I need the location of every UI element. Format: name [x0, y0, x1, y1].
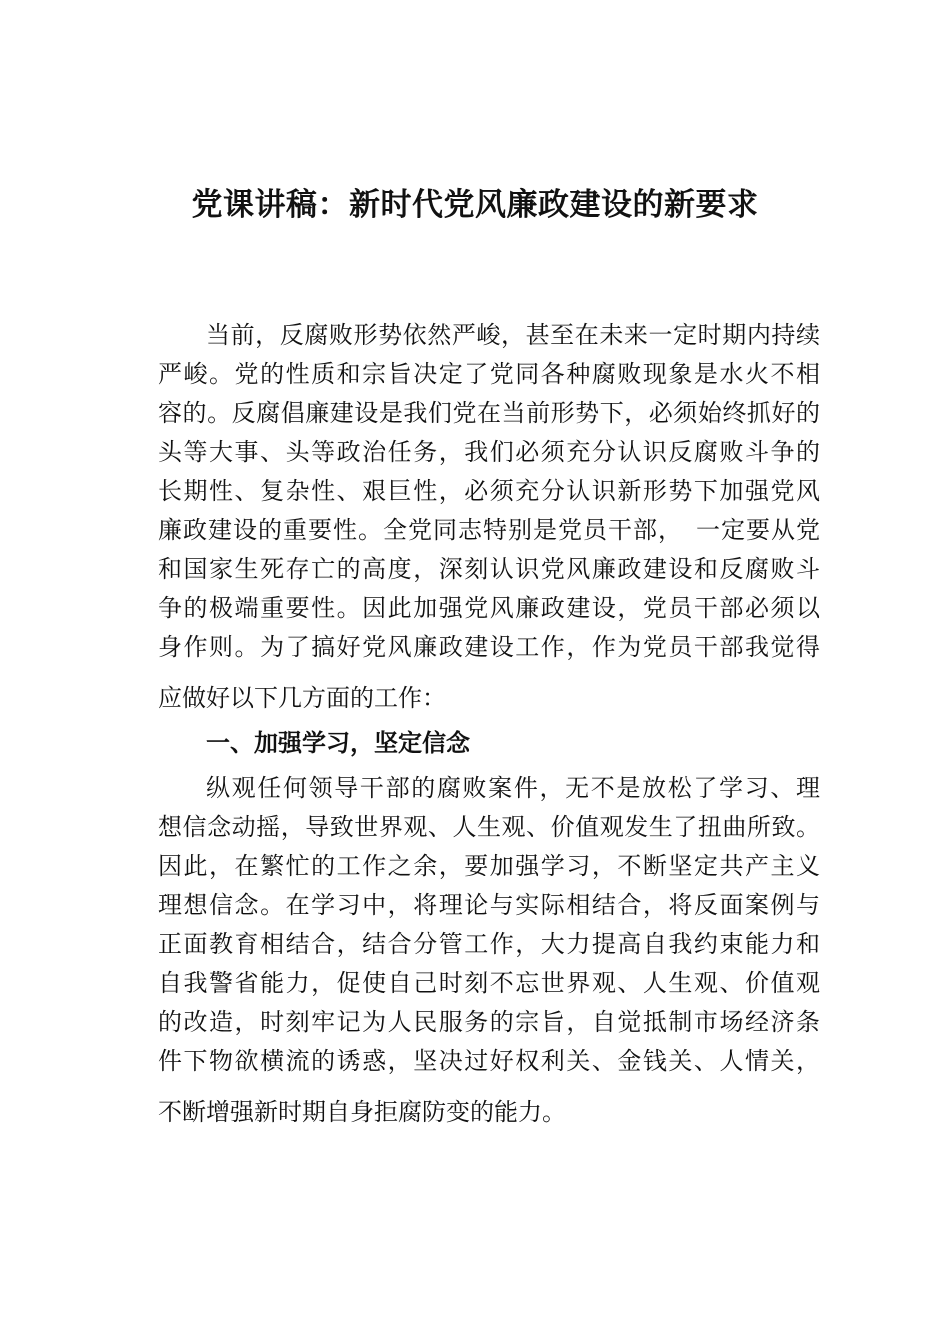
paragraph-line: 理想信念。在学习中，将理论与实际相结合，将反面案例与	[158, 891, 820, 919]
paragraph-line: 的改造，时刻牢记为人民服务的宗旨，自觉抵制市场经济条	[158, 1008, 820, 1036]
paragraph-line: 正面教育相结合，结合分管工作，大力提高自我约束能力和	[158, 930, 820, 958]
paragraph-line: 严峻。党的性质和宗旨决定了党同各种腐败现象是水火不相	[158, 360, 820, 388]
paragraph-line: 身作则。为了搞好党风廉政建设工作，作为党员干部我觉得	[158, 633, 820, 661]
paragraph-line: 廉政建设的重要性。全党同志特别是党员干部， 一定要从党	[158, 516, 820, 544]
paragraph-line: 想信念动摇，导致世界观、人生观、价值观发生了扭曲所致。	[158, 813, 820, 841]
paragraph-line: 件下物欲横流的诱惑，坚决过好权利关、金钱关、人情关，	[158, 1047, 820, 1075]
paragraph-line: 头等大事、头等政治任务，我们必须充分认识反腐败斗争的	[158, 438, 820, 466]
paragraph-line: 因此，在繁忙的工作之余，要加强学习，不断坚定共产主义	[158, 852, 820, 880]
paragraph-line: 当前，反腐败形势依然严峻，甚至在未来一定时期内持续	[206, 321, 820, 349]
paragraph-line: 应做好以下几方面的工作：	[158, 684, 446, 712]
document-title: 党课讲稿：新时代党风廉政建设的新要求	[191, 187, 759, 223]
section-heading: 一、加强学习，坚定信念	[206, 729, 470, 757]
paragraph-line: 不断增强新时期自身拒腐防变的能力。	[158, 1098, 566, 1126]
paragraph-line: 长期性、复杂性、艰巨性，必须充分认识新形势下加强党风	[158, 477, 820, 505]
paragraph-line: 纵观任何领导干部的腐败案件，无不是放松了学习、理	[206, 774, 820, 802]
paragraph-line: 争的极端重要性。因此加强党风廉政建设，党员干部必须以	[158, 594, 820, 622]
paragraph-line: 自我警省能力，促使自己时刻不忘世界观、人生观、价值观	[158, 969, 820, 997]
paragraph-line: 和国家生死存亡的高度，深刻认识党风廉政建设和反腐败斗	[158, 555, 820, 583]
paragraph-line: 容的。反腐倡廉建设是我们党在当前形势下，必须始终抓好的	[158, 399, 820, 427]
